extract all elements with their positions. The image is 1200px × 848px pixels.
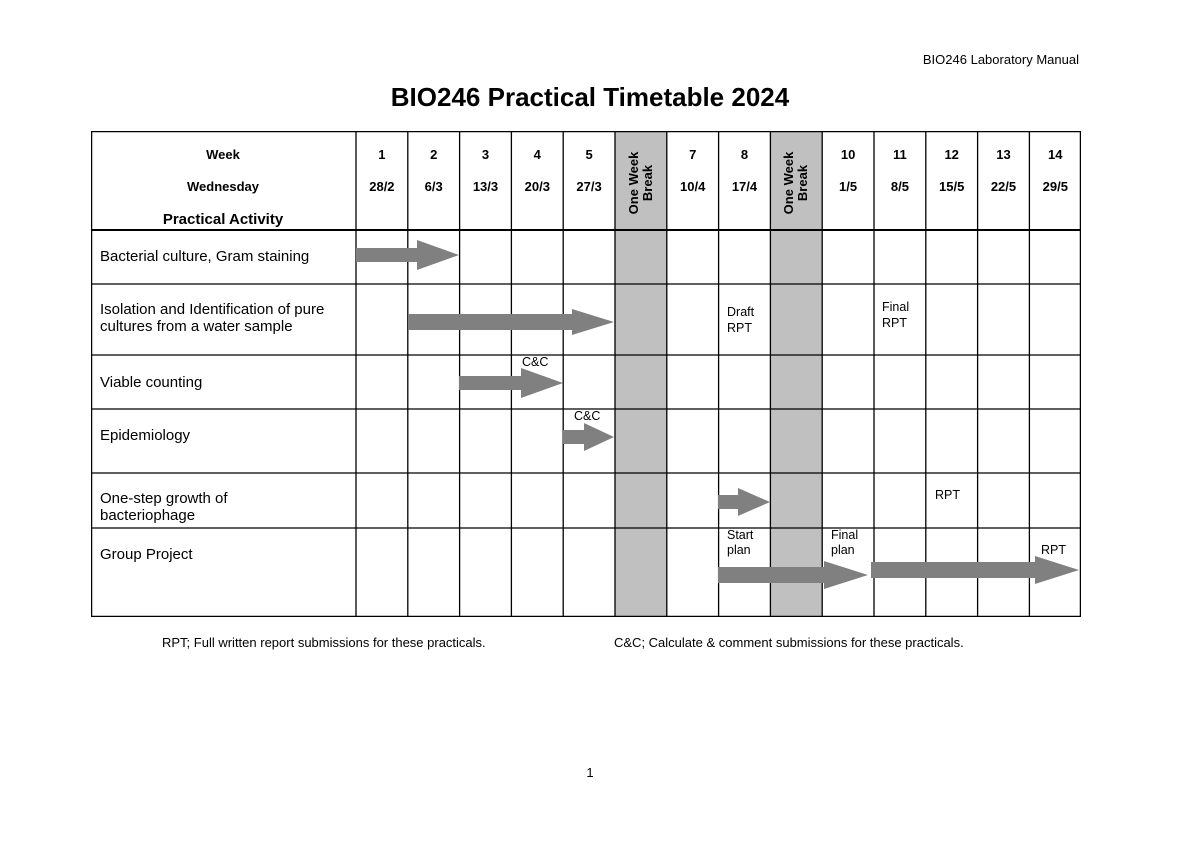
arrow-group-project-2: [871, 556, 1079, 584]
activity-isolation: Isolation and Identification of pure cultures from a water sample: [100, 301, 325, 335]
activity-column-label: Practical Activity: [162, 211, 284, 228]
week-number: 2: [430, 147, 438, 162]
week-date: 17/4: [731, 179, 758, 194]
week-number: 11: [893, 147, 907, 162]
break-label-2: [782, 129, 810, 237]
week-number: 13: [996, 147, 1011, 162]
week-date: 13/3: [472, 179, 499, 194]
activity-group-project: Group Project: [100, 546, 193, 563]
week-number: 8: [740, 147, 749, 162]
week-number: 4: [533, 147, 541, 162]
arrow-one-step-growth: [718, 488, 770, 516]
week-number: 12: [944, 147, 959, 162]
week-date: 22/5: [990, 179, 1017, 194]
week-date: 1/5: [839, 179, 858, 194]
manual-header: BIO246 Laboratory Manual: [922, 52, 1079, 67]
break-label-1: [627, 129, 655, 237]
activity-epidemiology: Epidemiology: [100, 427, 191, 444]
week-date: 29/5: [1042, 179, 1068, 194]
week-number: 7: [689, 147, 697, 162]
week-date: 28/2: [369, 179, 395, 194]
week-number: 1: [378, 147, 386, 162]
note-final-plan: Final plan: [831, 528, 859, 557]
week-date: 15/5: [939, 179, 965, 194]
week-date: 27/3: [576, 179, 602, 194]
footnote-cc: C&C; Calculate & comment submissions for these practicals.: [614, 635, 964, 650]
page-title: BIO246 Practical Timetable 2024: [390, 82, 790, 112]
note-rpt-phage: RPT: [935, 488, 960, 502]
note-final-rpt: Final RPT: [882, 300, 910, 330]
note-draft-rpt: Draft RPT: [727, 305, 755, 335]
wednesday-row-label: Wednesday: [186, 179, 259, 194]
week-date: 8/5: [890, 179, 909, 194]
break-label-line2: Break: [795, 164, 810, 202]
note-start-plan: Start plan: [727, 528, 754, 557]
week-row-label: Week: [206, 147, 240, 162]
page-number: 1: [586, 765, 594, 780]
break-label-line1: One Week: [626, 151, 641, 215]
note-rpt-group: RPT: [1041, 543, 1066, 557]
note-cc-viable: C&C: [522, 355, 549, 369]
week-number: 5: [585, 147, 593, 162]
activity-one-step-growth: One-step growth of bacteriophage: [100, 490, 228, 524]
arrow-epidemiology: [563, 423, 614, 451]
week-date: 6/3: [424, 179, 443, 194]
activity-viable-counting: Viable counting: [100, 374, 203, 391]
week-number: 3: [481, 147, 490, 162]
note-cc-epidemiology: C&C: [574, 409, 601, 423]
week-number: 10: [840, 147, 856, 162]
week-number: 14: [1048, 147, 1063, 162]
timetable: [91, 131, 1081, 617]
week-date: 10/4: [680, 179, 706, 194]
activity-bacterial-culture: Bacterial culture, Gram staining: [100, 248, 310, 265]
footnote-rpt: RPT; Full written report submissions for these practicals.: [162, 635, 486, 650]
week-date: 20/3: [524, 179, 550, 194]
break-label-line1: One Week: [781, 151, 796, 215]
break-label-line2: Break: [640, 164, 655, 202]
